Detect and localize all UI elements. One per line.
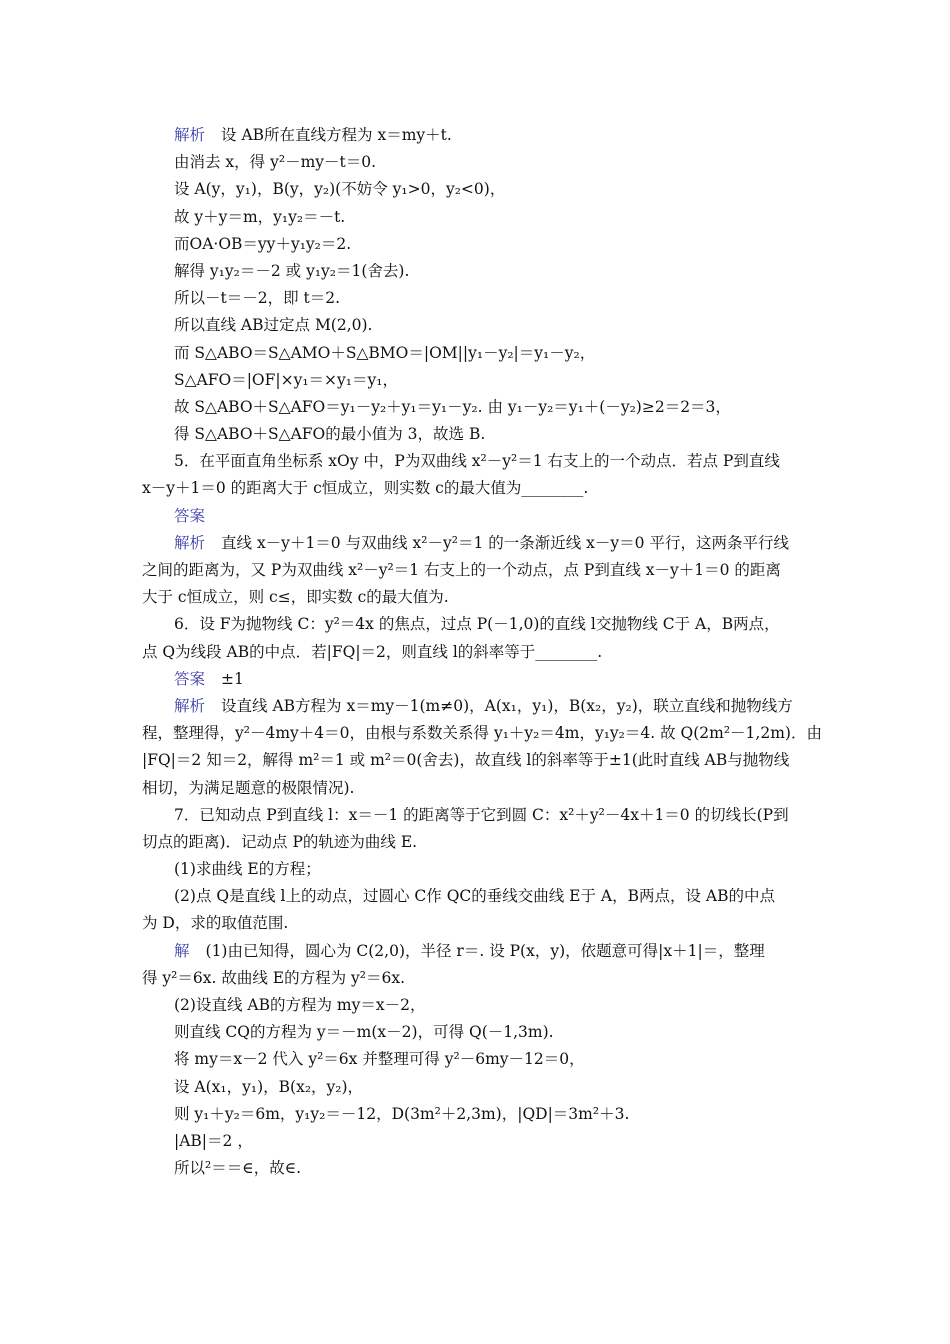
line-text: 6．设 F为抛物线 C：y²＝4x 的焦点，过点 P(－1,0)的直线 l交抛物线 C于 A，B两点，	[174, 615, 780, 634]
line-text: 而OA·OB＝yy＋y₁y₂＝2.	[174, 234, 352, 253]
text-line	[142, 639, 810, 666]
line-text: (2)设直线 AB的方程为 my＝x－2，	[174, 996, 426, 1014]
line-text: (1)由已知得，圆心为 C(2,0)，半径 r＝. 设 P(x，y)，依题意可得|x＋1|＝，整理	[205, 941, 765, 960]
label-jiexi: 解析	[174, 696, 206, 715]
line-text: 由消去 x，得 y²－my－t＝0.	[174, 153, 377, 172]
text-line	[142, 1074, 810, 1101]
text-line	[142, 285, 810, 312]
line-text: 而 S△ABO＝S△AMO＋S△BMO＝|OM||y₁－y₂|＝y₁－y₂，	[174, 343, 596, 362]
label-daan: 答案	[174, 506, 206, 525]
text-line	[142, 475, 810, 502]
text-line	[142, 883, 810, 910]
text-line	[142, 176, 810, 203]
line-text: 之间的距离为，又 P为双曲线 x²－y²＝1 右支上的一个动点，点 P到直线 x－y＋1＝0 的距离	[142, 561, 781, 579]
text-line	[142, 666, 810, 693]
text-line	[142, 829, 810, 856]
text-line	[142, 122, 810, 149]
line-text: (2)点 Q是直线 l上的动点，过圆心 C作 QC的垂线交曲线 E于 A，B两点，设 AB的中点	[174, 887, 776, 906]
line-text: x－y＋1＝0 的距离大于 c恒成立，则实数 c的最大值为________.	[142, 479, 589, 498]
line-text: 设 AB所在直线方程为 x＝my＋t.	[221, 126, 452, 144]
line-text: 设 A(y，y₁)，B(y，y₂)(不妨令 y₁>0，y₂<0)，	[174, 180, 506, 199]
text-line	[142, 503, 810, 530]
text-line	[142, 258, 810, 285]
line-text: 7．已知动点 P到直线 l：x＝－1 的距离等于它到圆 C：x²＋y²－4x＋1＝0 的切线长(P到	[174, 805, 789, 824]
text-line	[142, 231, 810, 258]
text-line	[142, 421, 810, 448]
line-text: 故 S△ABO＋S△AFO＝y₁－y₂＋y₁＝y₁－y₂. 由 y₁－y₂＝y₁＋(－y₂)≥2＝2＝3，	[174, 397, 731, 416]
text-line	[142, 1155, 810, 1182]
line-text: 程，整理得，y²－4my＋4＝0，由根与系数关系得 y₁＋y₂＝4m，y₁y₂＝4. 故 Q(2m²－1,2m)．由	[142, 724, 822, 743]
line-text: 切点的距离)．记动点 P的轨迹为曲线 E.	[142, 832, 418, 851]
text-line	[142, 312, 810, 339]
text-line	[142, 584, 810, 611]
text-line	[142, 149, 810, 176]
solution-text	[142, 122, 822, 1182]
line-text: 故 y＋y＝m，y₁y₂＝－t.	[174, 207, 346, 226]
text-line	[142, 938, 810, 965]
label-daan: 答案	[174, 669, 206, 688]
line-text: 大于 c恒成立，则 c≤，即实数 c的最大值为.	[142, 588, 449, 607]
label-jiexi: 解析	[174, 533, 206, 552]
line-text: 所以直线 AB过定点 M(2,0).	[174, 316, 373, 335]
line-text: (1)求曲线 E的方程；	[174, 860, 321, 879]
line-text: 点 Q为线段 AB的中点．若|FQ|＝2，则直线 l的斜率等于________.	[142, 642, 603, 661]
text-line	[142, 1019, 810, 1046]
line-text: 解得 y₁y₂＝－2 或 y₁y₂＝1(舍去).	[174, 261, 410, 280]
line-text: 设直线 AB方程为 x＝my－1(m≠0)，A(x₁，y₁)，B(x₂，y₂)，联立直线和抛物线方	[221, 696, 793, 715]
line-text: |AB|＝2 ，	[174, 1131, 253, 1150]
text-line	[142, 720, 822, 747]
line-text: 则 y₁＋y₂＝6m，y₁y₂＝－12，D(3m²＋2,3m)，|QD|＝3m²＋3.	[174, 1104, 630, 1123]
line-text: 直线 x－y＋1＝0 与双曲线 x²－y²＝1 的一条渐近线 x－y＝0 平行，这两条平行线	[221, 533, 789, 552]
text-line	[142, 747, 810, 774]
line-text: 所以－t＝－2，即 t＝2.	[174, 289, 341, 308]
line-text: 则直线 CQ的方程为 y＝－m(x－2)，可得 Q(－1,3m).	[174, 1023, 554, 1042]
line-text: 为 D，求的取值范围.	[142, 914, 289, 933]
text-line	[142, 448, 810, 475]
line-text: ±1	[221, 669, 244, 688]
text-line	[142, 394, 810, 421]
text-line	[142, 856, 810, 883]
text-line	[142, 530, 810, 557]
line-text: 设 A(x₁，y₁)，B(x₂，y₂)，	[174, 1077, 364, 1096]
text-line	[142, 992, 810, 1019]
text-line	[142, 367, 810, 394]
text-line	[142, 910, 810, 937]
text-line	[142, 1046, 810, 1073]
text-line	[142, 340, 810, 367]
text-line	[142, 611, 810, 638]
text-line	[142, 1101, 810, 1128]
label-jiexi: 解析	[174, 126, 206, 144]
line-text: 得 y²＝6x. 故曲线 E的方程为 y²＝6x.	[142, 968, 406, 987]
line-text: 5．在平面直角坐标系 xOy 中，P为双曲线 x²－y²＝1 右支上的一个动点．若点 P到直线	[174, 452, 780, 471]
line-text: 将 my＝x－2 代入 y²＝6x 并整理可得 y²－6my－12＝0，	[174, 1050, 585, 1069]
text-line	[142, 693, 810, 720]
label-jie: 解	[174, 941, 190, 960]
text-line	[142, 802, 810, 829]
line-text: 得 S△ABO＋S△AFO的最小值为 3，故选 B.	[174, 425, 486, 444]
text-line	[142, 1128, 810, 1155]
line-text: 相切，为满足题意的极限情况).	[142, 778, 355, 797]
text-line	[142, 775, 810, 802]
line-text: S△AFO＝|OF|×y₁＝×y₁＝y₁，	[174, 370, 398, 389]
text-line	[142, 557, 810, 584]
line-text: 所以²＝＝∈，故∈.	[174, 1159, 302, 1178]
text-line	[142, 965, 810, 992]
line-text: |FQ|＝2 知＝2，解得 m²＝1 或 m²＝0(舍去)，故直线 l的斜率等于±1(此时直线 AB与抛物线	[142, 751, 790, 770]
text-line	[142, 204, 810, 231]
